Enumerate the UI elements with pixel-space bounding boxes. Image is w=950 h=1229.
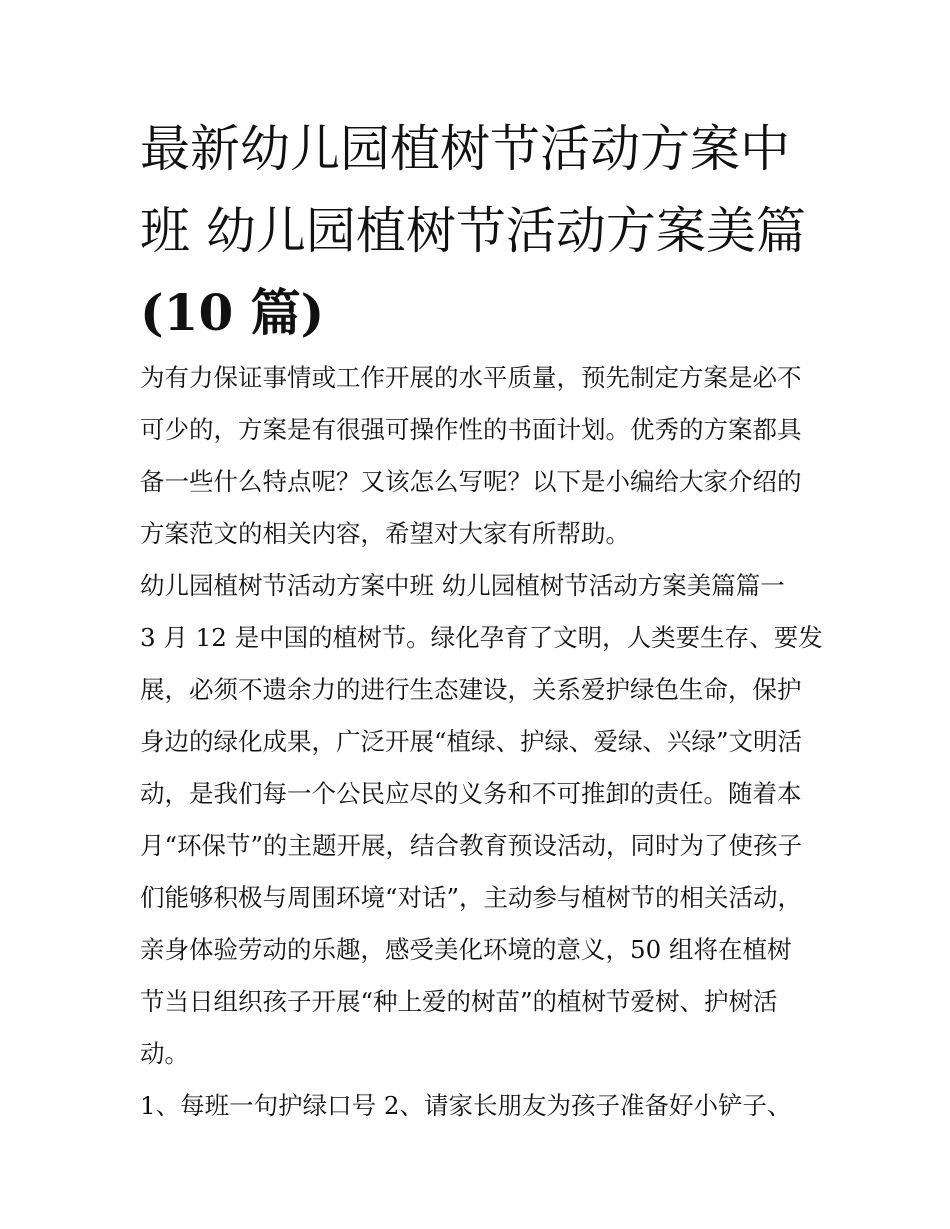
intro-line-4: 方案范文的相关内容，希望对大家有所帮助。 [140,519,630,548]
paragraph-line-1: 3 月 12 是中国的植树节。绿化孕育了文明，人类要生存、要发 [140,623,823,652]
intro-line-1: 为有力保证事情或工作开展的水平质量，预先制定方案是必不 [140,363,802,392]
paragraph-line-3: 身边的绿化成果，广泛开展“植绿、护绿、爱绿、兴绿”文明活 [140,727,803,756]
paragraph-line-2: 展，必须不遗余力的进行生态建设，关系爱护绿色生命，保护 [140,675,802,704]
intro-line-2: 可少的，方案是有很强可操作性的书面计划。优秀的方案都具 [140,415,802,444]
paragraph-line-4: 动，是我们每一个公民应尽的义务和不可推卸的责任。随着本 [140,779,802,808]
intro-line-3: 备一些什么特点呢？又该怎么写呢？以下是小编给大家介绍的 [140,467,802,496]
paragraph-line-8: 节当日组织孩子开展“种上爱的树苗”的植树节爱树、护树活 [140,987,778,1016]
section-heading: 幼儿园植树节活动方案中班 幼儿园植树节活动方案美篇篇一 [140,571,785,600]
paragraph-line-9: 动。 [140,1039,189,1068]
title-line-3: (10 篇) [140,283,325,342]
document-title [140,108,820,354]
title-line-2: 班 幼儿园植树节活动方案美篇 [140,202,806,260]
paragraph-line-5: 月“环保节”的主题开展，结合教育预设活动，同时为了使孩子 [140,831,803,860]
title-line-1: 最新幼儿园植树节活动方案中 [140,120,790,178]
paragraph-line-6: 们能够积极与周围环境“对话”，主动参与植树节的相关活动， [140,883,803,912]
paragraph-line-7: 亲身体验劳动的乐趣，感受美化环境的意义，50 组将在植树 [140,935,792,964]
document-body [140,352,823,1132]
list-line-1: 1、每班一句护绿口号 2、请家长朋友为孩子准备好小铲子、 [140,1091,792,1120]
